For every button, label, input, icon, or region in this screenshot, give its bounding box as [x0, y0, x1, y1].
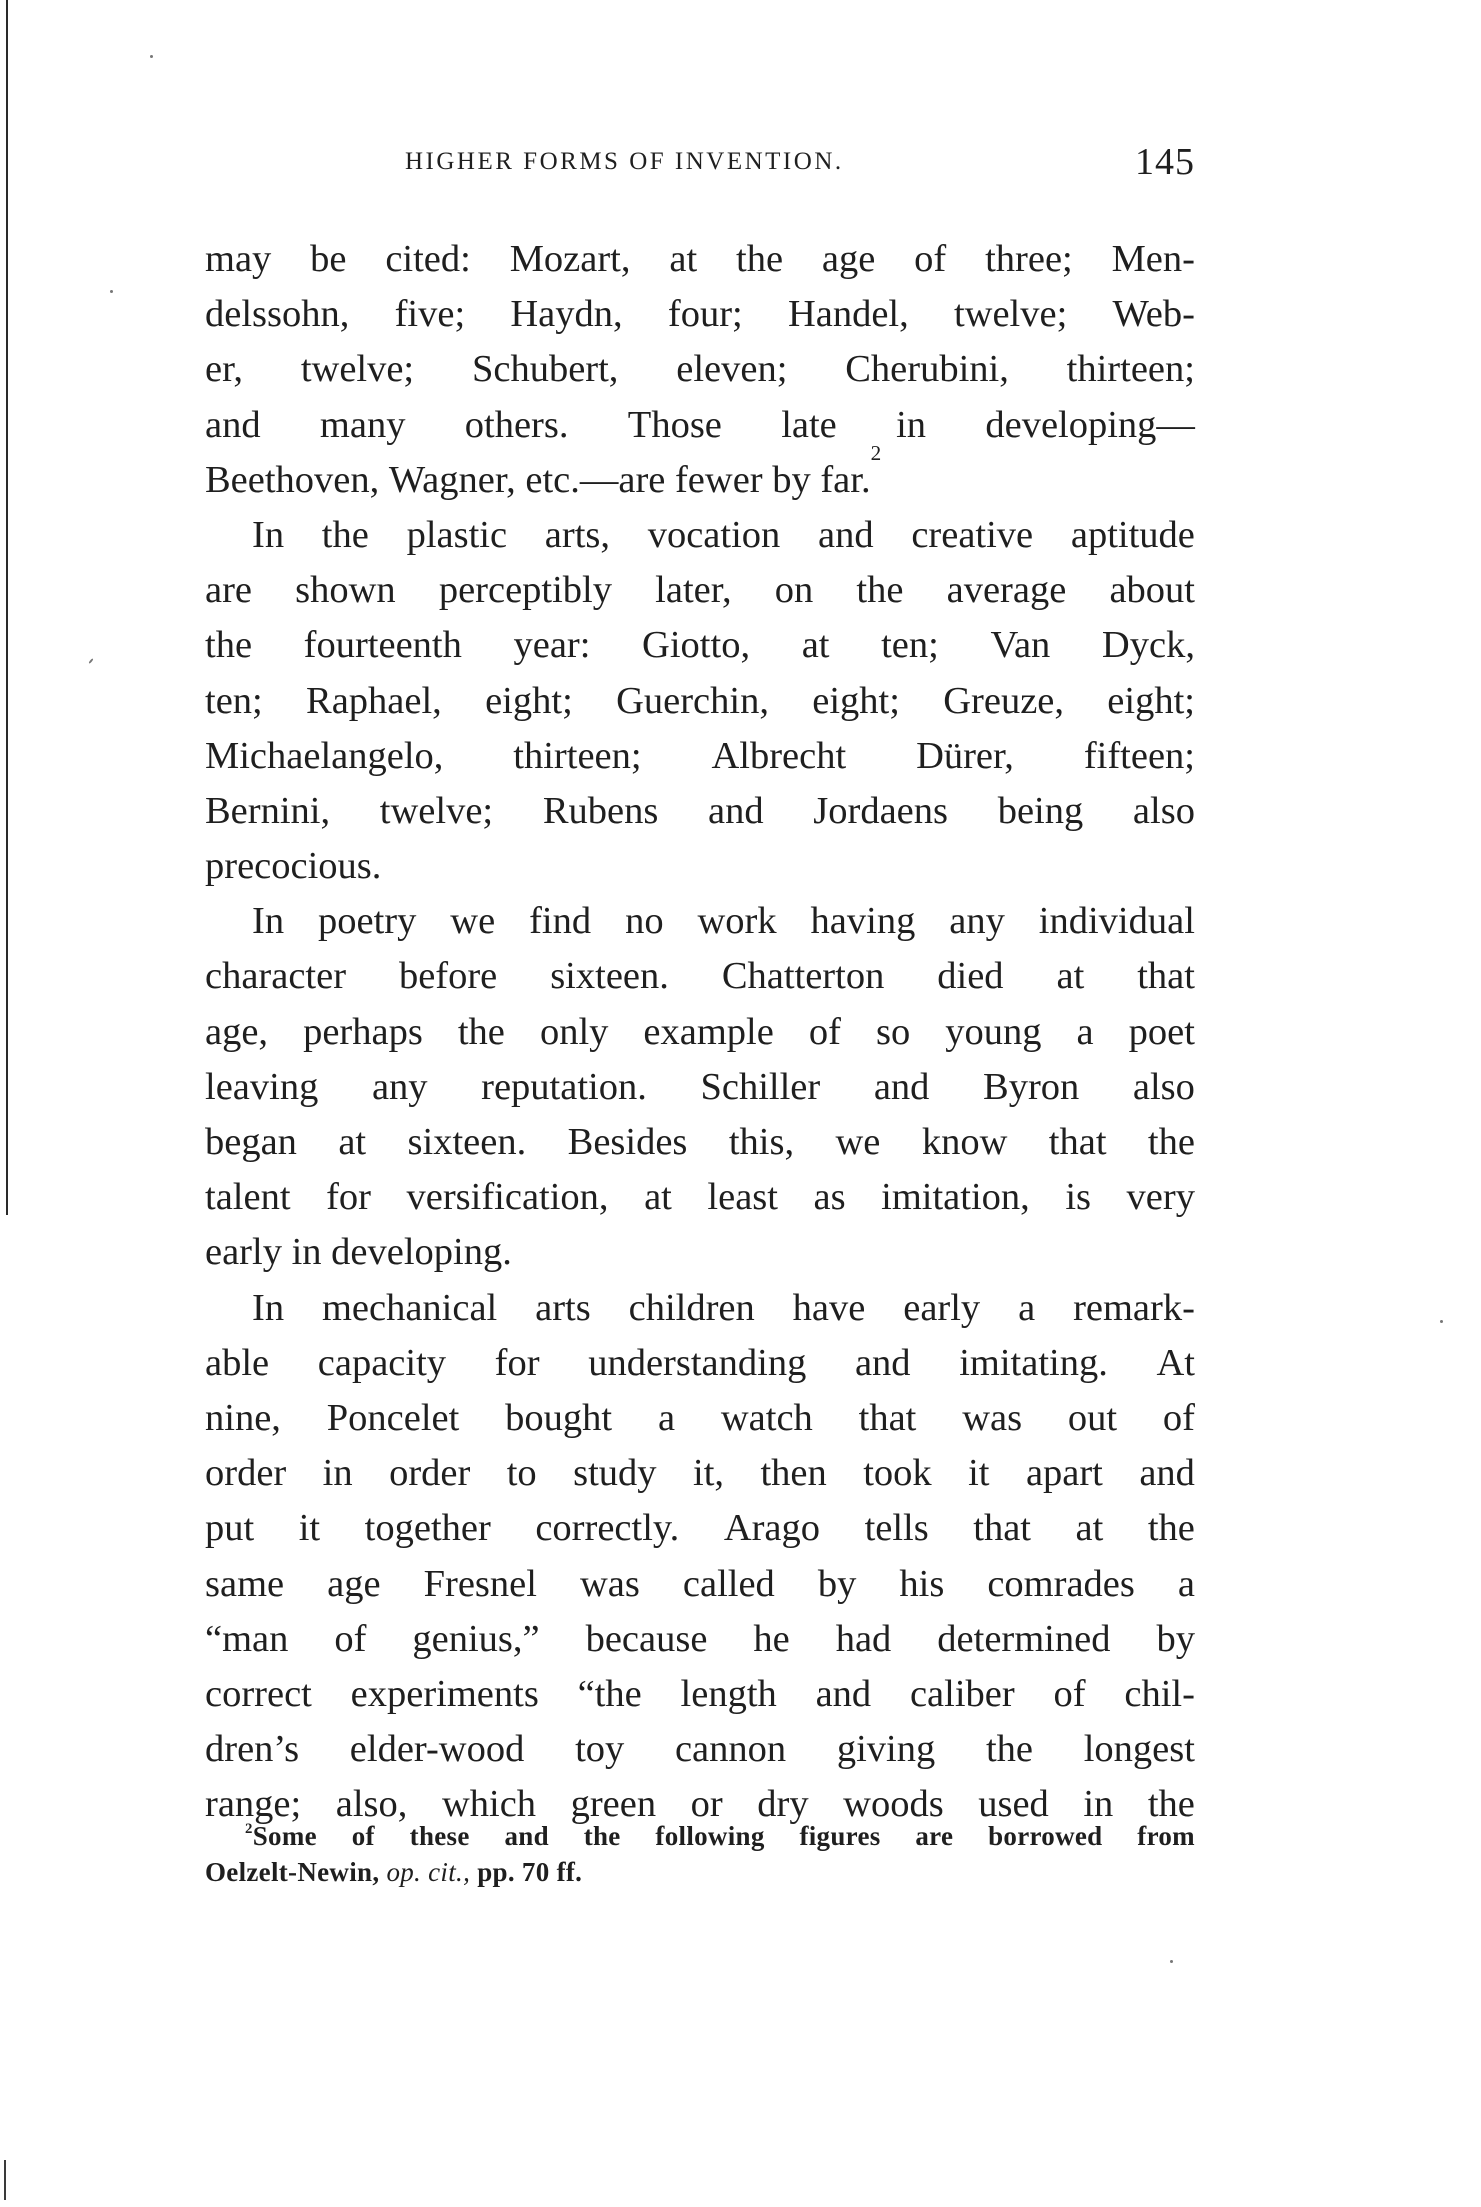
word: year: [513, 624, 591, 667]
word: know [921, 1121, 1008, 1163]
text-line [205, 1722, 1195, 1777]
word: dry [757, 1783, 809, 1826]
word: mechanical [321, 1286, 498, 1329]
word: character [205, 955, 347, 998]
word: poetry [318, 900, 417, 943]
word: Albrecht [711, 734, 847, 777]
word: early [205, 1231, 282, 1274]
word: then [760, 1452, 827, 1495]
word: giving [836, 1728, 936, 1771]
word: called [682, 1562, 775, 1605]
word: three; [985, 238, 1073, 280]
word: cannon [674, 1728, 787, 1771]
word: correct [205, 1672, 312, 1715]
word: Greuze, [943, 679, 1064, 722]
word: Beethoven, [205, 458, 380, 501]
paper-speck [88, 658, 93, 664]
word: about [1109, 569, 1195, 612]
word: delssohn, [205, 293, 350, 336]
word: of [351, 1821, 375, 1851]
word: five; [394, 293, 466, 336]
word: that [1048, 1121, 1107, 1163]
word: Cherubini, [845, 348, 1009, 391]
word: at [801, 624, 830, 667]
word: a [657, 1396, 676, 1439]
word: arts [535, 1286, 591, 1329]
word: young [945, 1010, 1042, 1053]
word: age [821, 238, 876, 280]
word: is [1065, 1176, 1091, 1219]
text-line [205, 784, 1195, 839]
word: a [1076, 1010, 1094, 1053]
word: etc.—are [525, 458, 666, 501]
word: understanding [588, 1341, 807, 1384]
word: the [321, 513, 369, 556]
footnote-pages: pp. 70 ff. [477, 1857, 583, 1887]
word: for [494, 1341, 540, 1384]
word: put [205, 1507, 255, 1550]
word: example [643, 1010, 774, 1053]
word: children [628, 1286, 755, 1329]
word: on [774, 569, 814, 612]
word: and [815, 1672, 872, 1715]
page-number: 145 [1135, 141, 1195, 183]
word: also [1132, 1065, 1195, 1108]
word: sixteen. [407, 1121, 527, 1163]
word: reputation. [481, 1065, 647, 1108]
word: four; [667, 293, 743, 336]
footnote-reference: op. cit., [386, 1857, 471, 1887]
word: of [808, 1010, 841, 1053]
text-line [205, 1281, 1195, 1336]
word: Van [990, 624, 1051, 667]
word: and [854, 1341, 911, 1384]
word: for [326, 1176, 371, 1219]
word: had [835, 1617, 892, 1660]
word: Fresnel [423, 1562, 537, 1605]
word: Giotto, [642, 624, 751, 667]
word: we [450, 900, 496, 943]
word: Some [252, 1821, 317, 1851]
text-line [205, 1557, 1195, 1612]
word: to [506, 1452, 537, 1495]
text-line [205, 949, 1195, 1004]
word: Wagner, [388, 458, 516, 501]
word: the [736, 238, 784, 280]
word: caliber [909, 1672, 1015, 1715]
word: arts, [544, 513, 610, 556]
word: at [1075, 1507, 1104, 1550]
word: any [949, 900, 1005, 943]
word: that [858, 1396, 917, 1439]
word: In [252, 1286, 285, 1329]
word: at [644, 1176, 672, 1219]
word: order [205, 1452, 287, 1495]
footnote-marker: 2 [245, 1821, 253, 1838]
word: the [583, 1821, 621, 1851]
word: in [291, 1231, 322, 1274]
word: twelve; [300, 348, 415, 391]
word: tells [864, 1507, 929, 1550]
word: of [1162, 1396, 1195, 1439]
word: it, [693, 1452, 725, 1495]
word: bought [505, 1396, 613, 1439]
word: versification, [406, 1176, 609, 1219]
footnote-author: Oelzelt-Newin, [205, 1857, 380, 1887]
text-line [205, 342, 1195, 397]
word: also, [335, 1783, 408, 1826]
word: Michaelangelo, [205, 734, 444, 777]
word: by [1156, 1617, 1195, 1660]
word: twelve; [953, 293, 1068, 336]
word: age [327, 1562, 381, 1605]
word: any [371, 1065, 428, 1108]
word: er, [205, 348, 243, 391]
word: the [985, 1728, 1034, 1771]
word: Haydn, [510, 293, 623, 336]
word: perceptibly [438, 569, 613, 612]
word: study [573, 1452, 657, 1495]
word: individual [1038, 900, 1195, 943]
page-edge-mark [4, 2160, 6, 2200]
word: very [1126, 1176, 1195, 1219]
page-edge-rule [6, 0, 8, 1215]
word: as [813, 1176, 846, 1219]
word: this, [728, 1121, 795, 1163]
word: the [205, 624, 253, 667]
word: we [835, 1121, 881, 1163]
word: developing— [985, 403, 1195, 446]
word: thirteen; [1066, 348, 1195, 391]
word: and [1139, 1452, 1195, 1495]
word: having [810, 900, 916, 943]
word: Handel, [787, 293, 909, 336]
word: talent [205, 1176, 291, 1219]
word: have [792, 1286, 866, 1329]
word: precocious. [205, 845, 382, 888]
text-line [205, 674, 1195, 729]
word: and [708, 789, 764, 832]
word: woods [843, 1783, 944, 1826]
word: capacity [317, 1341, 447, 1384]
word: Men- [1111, 238, 1195, 280]
word: of [1053, 1672, 1086, 1715]
footnote-first-word [245, 1818, 317, 1854]
text-line [205, 1225, 1195, 1280]
word: because [585, 1617, 708, 1660]
word: Raphael, [306, 679, 442, 722]
word: a [1018, 1286, 1036, 1329]
word: others. [464, 403, 569, 446]
running-head [205, 141, 1195, 188]
word: genius,” [412, 1617, 540, 1660]
word: early [903, 1286, 981, 1329]
word: creative [911, 513, 1034, 556]
word: elder-wood [349, 1728, 525, 1771]
word: and [504, 1821, 549, 1851]
word: the [1147, 1507, 1195, 1550]
word: that [973, 1507, 1031, 1550]
word: nine, [205, 1396, 281, 1439]
word: find [529, 900, 592, 943]
word: watch [720, 1396, 813, 1439]
word: together [364, 1507, 491, 1550]
text-line [205, 287, 1195, 342]
word: At [1156, 1341, 1195, 1384]
text-line [205, 729, 1195, 784]
footnote-line [205, 1818, 1195, 1854]
word: Dyck, [1101, 624, 1195, 667]
word: Chatterton [721, 955, 885, 998]
word: Rubens [542, 789, 659, 832]
word: these [409, 1821, 470, 1851]
text-line [205, 894, 1195, 949]
word: before [398, 955, 498, 998]
text-line [205, 1446, 1195, 1501]
word: it [298, 1507, 321, 1550]
text-line [205, 1391, 1195, 1446]
word: in [896, 403, 927, 446]
word: borrowed [988, 1821, 1103, 1851]
word: eleven; [676, 348, 788, 391]
word: order [389, 1452, 471, 1495]
word: many [319, 403, 406, 446]
footnote-line [205, 1854, 1195, 1890]
word: following [655, 1821, 765, 1851]
word: Schubert, [471, 348, 619, 391]
word: least [707, 1176, 778, 1219]
word: the [1147, 1783, 1195, 1826]
word: died [937, 955, 1004, 998]
word: also [1132, 789, 1195, 832]
word: age, [205, 1010, 269, 1053]
word: chil- [1124, 1672, 1195, 1715]
body-text [205, 232, 1195, 1832]
text-line [205, 1336, 1195, 1391]
word: a [1177, 1562, 1195, 1605]
word: eight; [812, 679, 900, 722]
word: imitation, [881, 1176, 1030, 1219]
word: determined [937, 1617, 1111, 1660]
text-line [205, 1170, 1195, 1225]
word: of [334, 1617, 367, 1660]
word: so [875, 1010, 911, 1053]
word: Poncelet [326, 1396, 460, 1439]
word: fewer [674, 458, 763, 501]
word: remark- [1073, 1286, 1195, 1329]
text-line [205, 1005, 1195, 1060]
paper-speck [150, 55, 153, 58]
word: may [205, 238, 272, 280]
word: ten; [881, 624, 939, 667]
word: imitating. [959, 1341, 1108, 1384]
text-line [205, 618, 1195, 673]
word: far. [820, 458, 871, 501]
word: same [205, 1562, 285, 1605]
word: used [978, 1783, 1049, 1826]
word: “the [577, 1672, 642, 1715]
word: took [863, 1452, 932, 1495]
word: twelve; [379, 789, 494, 832]
word: range; [205, 1783, 302, 1826]
word: that [1137, 955, 1195, 998]
word: Those [627, 403, 722, 446]
word: and [205, 403, 261, 446]
text-line [205, 1612, 1195, 1667]
paper-speck [110, 290, 113, 293]
word: Jordaens [813, 789, 948, 832]
word: Guerchin, [616, 679, 769, 722]
word: Arago [723, 1507, 821, 1550]
word: are [205, 569, 252, 612]
text-line [205, 508, 1195, 563]
word: are [915, 1821, 954, 1851]
text-line [205, 1115, 1195, 1170]
word: he [753, 1617, 790, 1660]
word: In [252, 513, 285, 556]
word: aptitude [1070, 513, 1195, 556]
footnote [205, 1818, 1195, 1890]
word: was [962, 1396, 1023, 1439]
word: by [772, 458, 811, 501]
word: in [322, 1452, 353, 1495]
word: Dürer, [916, 734, 1014, 777]
word: late [781, 403, 837, 446]
word: at [1056, 955, 1085, 998]
word: vocation [647, 513, 781, 556]
word: shown [295, 569, 396, 612]
word: longest [1083, 1728, 1195, 1771]
text-line [205, 839, 1195, 894]
word: Web- [1112, 293, 1195, 336]
word: figures [799, 1821, 881, 1851]
word: toy [575, 1728, 625, 1771]
word: average [946, 569, 1067, 612]
word: work [697, 900, 777, 943]
word: which [441, 1783, 537, 1826]
word: Mozart, [509, 238, 631, 280]
word: In [252, 900, 285, 943]
word: at [338, 1121, 367, 1163]
word: leaving [205, 1065, 319, 1108]
word: and [873, 1065, 930, 1108]
word: sixteen. [550, 955, 669, 998]
text-line [205, 1667, 1195, 1722]
word: dren’s [205, 1728, 300, 1771]
word: it [968, 1452, 990, 1495]
footnote-marker: 2 [870, 440, 882, 465]
word: the [1147, 1121, 1195, 1163]
word: no [625, 900, 664, 943]
word: cited: [385, 238, 471, 280]
word: be [310, 238, 347, 280]
word: thirteen; [513, 734, 642, 777]
word: of [914, 238, 947, 280]
word: “man [205, 1617, 289, 1660]
word: correctly. [535, 1507, 680, 1550]
word: poet [1128, 1010, 1195, 1053]
word: plastic [406, 513, 508, 556]
word: perhaps [303, 1010, 423, 1053]
word: from [1137, 1821, 1195, 1851]
word: being [997, 789, 1084, 832]
text-line [205, 1501, 1195, 1556]
word: or [690, 1783, 723, 1826]
word: comrades [987, 1562, 1135, 1605]
word: apart [1025, 1452, 1103, 1495]
word: out [1067, 1396, 1118, 1439]
word: Schiller [700, 1065, 821, 1108]
word: able [205, 1341, 270, 1384]
text-line [205, 563, 1195, 618]
text-line [205, 1060, 1195, 1115]
word: only [539, 1010, 609, 1053]
word: eight; [485, 679, 573, 722]
word: developing. [331, 1231, 512, 1274]
word: Byron [983, 1065, 1080, 1108]
word: fourteenth [303, 624, 462, 667]
word: experiments [350, 1672, 539, 1715]
word: his [899, 1562, 945, 1605]
text-line [205, 232, 1195, 287]
word: ten; [205, 679, 263, 722]
text-line [205, 398, 1195, 453]
paper-speck [1170, 1960, 1173, 1963]
word: the [457, 1010, 505, 1053]
word: in [1083, 1783, 1114, 1826]
word: fifteen; [1083, 734, 1195, 777]
paper-speck [1440, 1320, 1443, 1323]
running-title: HIGHER FORMS OF INVENTION. [405, 148, 844, 175]
word: by [817, 1562, 857, 1605]
word: Besides [567, 1121, 688, 1163]
word: began [205, 1121, 297, 1163]
text-line [205, 440, 1195, 508]
word: the [856, 569, 904, 612]
word: eight; [1107, 679, 1195, 722]
word: Bernini, [205, 789, 331, 832]
word: later, [655, 569, 732, 612]
word: green [570, 1783, 657, 1826]
word: at [669, 238, 698, 280]
word: and [818, 513, 874, 556]
word: was [579, 1562, 640, 1605]
word: length [680, 1672, 777, 1715]
